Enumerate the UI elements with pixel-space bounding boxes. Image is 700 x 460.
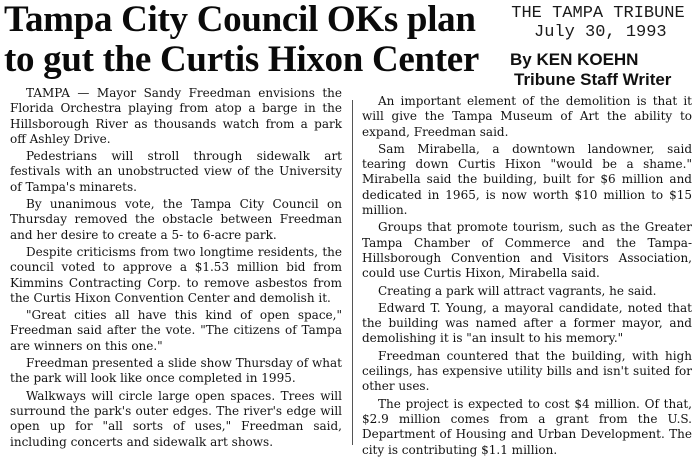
paragraph: Freedman countered that the building, with high ceilings, has expensive utility bills and isn't suited for other uses. bbox=[362, 348, 692, 394]
paragraph: The project is expected to cost $4 million. Of that, $2.9 million comes from a grant from the U.S. Department of Housing and Urban Development. The city is contributing $1.1 million. bbox=[362, 396, 692, 457]
headline-line-1: Tampa City Council OKs plan bbox=[4, 0, 476, 40]
paragraph: Freedman presented a slide show Thursday of what the park will look like once completed in 1995. bbox=[10, 356, 342, 386]
paragraph: TAMPA — Mayor Sandy Freedman envisions the Florida Orchestra playing from atop a barge in the Hillsborough River as thousands watch from a park off Ashley Drive. bbox=[10, 86, 342, 146]
article-left-column bbox=[10, 86, 342, 452]
paragraph: Edward T. Young, a mayoral candidate, noted that the building was named after a former mayor, and demolishing it is "an insult to his memory." bbox=[362, 300, 692, 346]
paragraph: By unanimous vote, the Tampa City Council on Thursday removed the obstacle between Freedman and her desire to create a 5- to 6-acre park. bbox=[10, 197, 342, 242]
newspaper-name: THE TAMPA TRIBUNE bbox=[511, 4, 685, 23]
paragraph: Creating a park will attract vagrants, he said. bbox=[378, 283, 657, 298]
headline-line-2: to gut the Curtis Hixon Center bbox=[4, 39, 480, 80]
paragraph: An important element of the demolition is that it will give the Tampa Museum of Art the ability to expand, Freedman said. bbox=[362, 94, 692, 139]
paragraph: Groups that promote tourism, such as the Greater Tampa Chamber of Commerce and the Tampa-Hillsborough Convention and Visitors Association, could use Curtis Hixon, Mirabella said. bbox=[362, 220, 692, 281]
article-right-column bbox=[362, 94, 692, 460]
paragraph: Despite criticisms from two longtime residents, the council voted to approve a $1.53 million bid from Kimmins Contracting Corp. to remove asbestos from the Curtis Hixon Convention Center and demolish it. bbox=[10, 244, 342, 305]
headline bbox=[4, 0, 479, 80]
paragraph: "Great cities all have this kind of open space," Freedman said after the vote. "The citizens of Tampa are winners on this one." bbox=[10, 308, 342, 353]
byline-author: By KEN KOEHN bbox=[510, 50, 639, 69]
paragraph: Pedestrians will stroll through sidewalk art festivals with an unobstructed view of the University of Tampa's minarets. bbox=[10, 149, 342, 194]
masthead bbox=[500, 4, 696, 42]
paragraph: Sam Mirabella, a downtown landowner, said tearing down Curtis Hixon "would be a shame." Mirabella said the building, built for $6 million and dedicated in 1965, is now worth $10 million to $15 million. bbox=[362, 141, 692, 218]
byline-role: Tribune Staff Writer bbox=[514, 70, 672, 89]
publication-date: July 30, 1993 bbox=[534, 23, 667, 42]
byline bbox=[510, 50, 698, 90]
paragraph: Walkways will circle large open spaces. Trees will surround the park's outer edges. The river's edge will open up for "all sorts of uses," Freedman said, including concerts and sidewalk art shows. bbox=[10, 388, 342, 449]
column-divider bbox=[352, 100, 353, 445]
